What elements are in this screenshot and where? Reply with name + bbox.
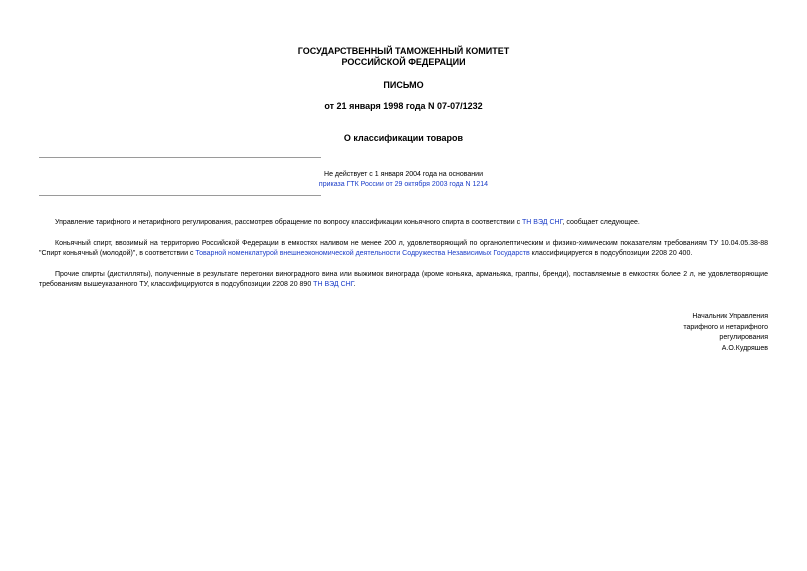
paragraph-1-tail: , сообщает следующее. <box>562 219 640 226</box>
signature-block <box>568 312 768 354</box>
divider-bottom <box>39 195 321 196</box>
org-name <box>0 46 807 68</box>
paragraph-3 <box>39 270 768 290</box>
paragraph-1-text: Управление тарифного и нетарифного регулирования, рассмотрев обращение по вопросу классификации коньячного спирта в соответствии с <box>55 219 523 226</box>
paragraph-2-text: Коньячный спирт, ввозимый на территорию Российской Федерации в емкостях наливом не менее 200 л, удовлетворяющий по органолептическим и физико-химическим показателям требованиям ТУ 10.04.05.38-88 "Спирт коньячный (молодой)", в соответствии с <box>39 240 768 257</box>
signature-line-2: тарифного и нетарифного <box>683 323 768 331</box>
org-line-2: РОССИЙСКОЙ ФЕДЕРАЦИИ <box>341 57 466 67</box>
signature-line-1: Начальник Управления <box>692 313 768 320</box>
signature-line-3: регулирования <box>719 334 768 341</box>
status-note <box>0 170 807 190</box>
paragraph-2-tail: классифицируется в подсубпозиции 2208 20 400. <box>529 250 693 257</box>
org-line-1: ГОСУДАРСТВЕННЫЙ ТАМОЖЕННЫЙ КОМИТЕТ <box>297 46 510 56</box>
paragraph-3-tail: . <box>353 281 356 288</box>
signature-name: А.О.Кудряшев <box>721 344 768 352</box>
doc-type: ПИСЬМО <box>383 80 424 90</box>
tn-ved-link-1[interactable]: ТН ВЭД СНГ <box>522 219 563 226</box>
paragraph-3-text: Прочие спирты (дистилляты), полученные в результате перегонки виноградного вина или выжимок винограда (кроме коньяка, арманьяка, граппы, бренди), поставляемые в емкостях более 2 л, не удовлетворяющие требованиям вышеуказанного ТУ, классифицируются в подсубпозиции 2208 20 890 <box>39 271 768 288</box>
status-link[interactable]: приказа ГТК России от 29 октября 2003 года N 1214 <box>318 181 489 188</box>
nomenclature-link[interactable]: Товарной номенклатурой внешнеэкономической деятельности Содружества Независимых Государств <box>195 250 530 257</box>
doc-subject: О классификации товаров <box>343 133 464 143</box>
divider-top <box>39 157 321 158</box>
status-line: Не действует с 1 января 2004 года на основании <box>324 171 483 178</box>
doc-date: от 21 января 1998 года N 07-07/1232 <box>324 101 483 111</box>
paragraph-1 <box>39 218 768 228</box>
paragraph-2 <box>39 239 768 259</box>
tn-ved-link-2[interactable]: ТН ВЭД СНГ <box>313 281 354 288</box>
